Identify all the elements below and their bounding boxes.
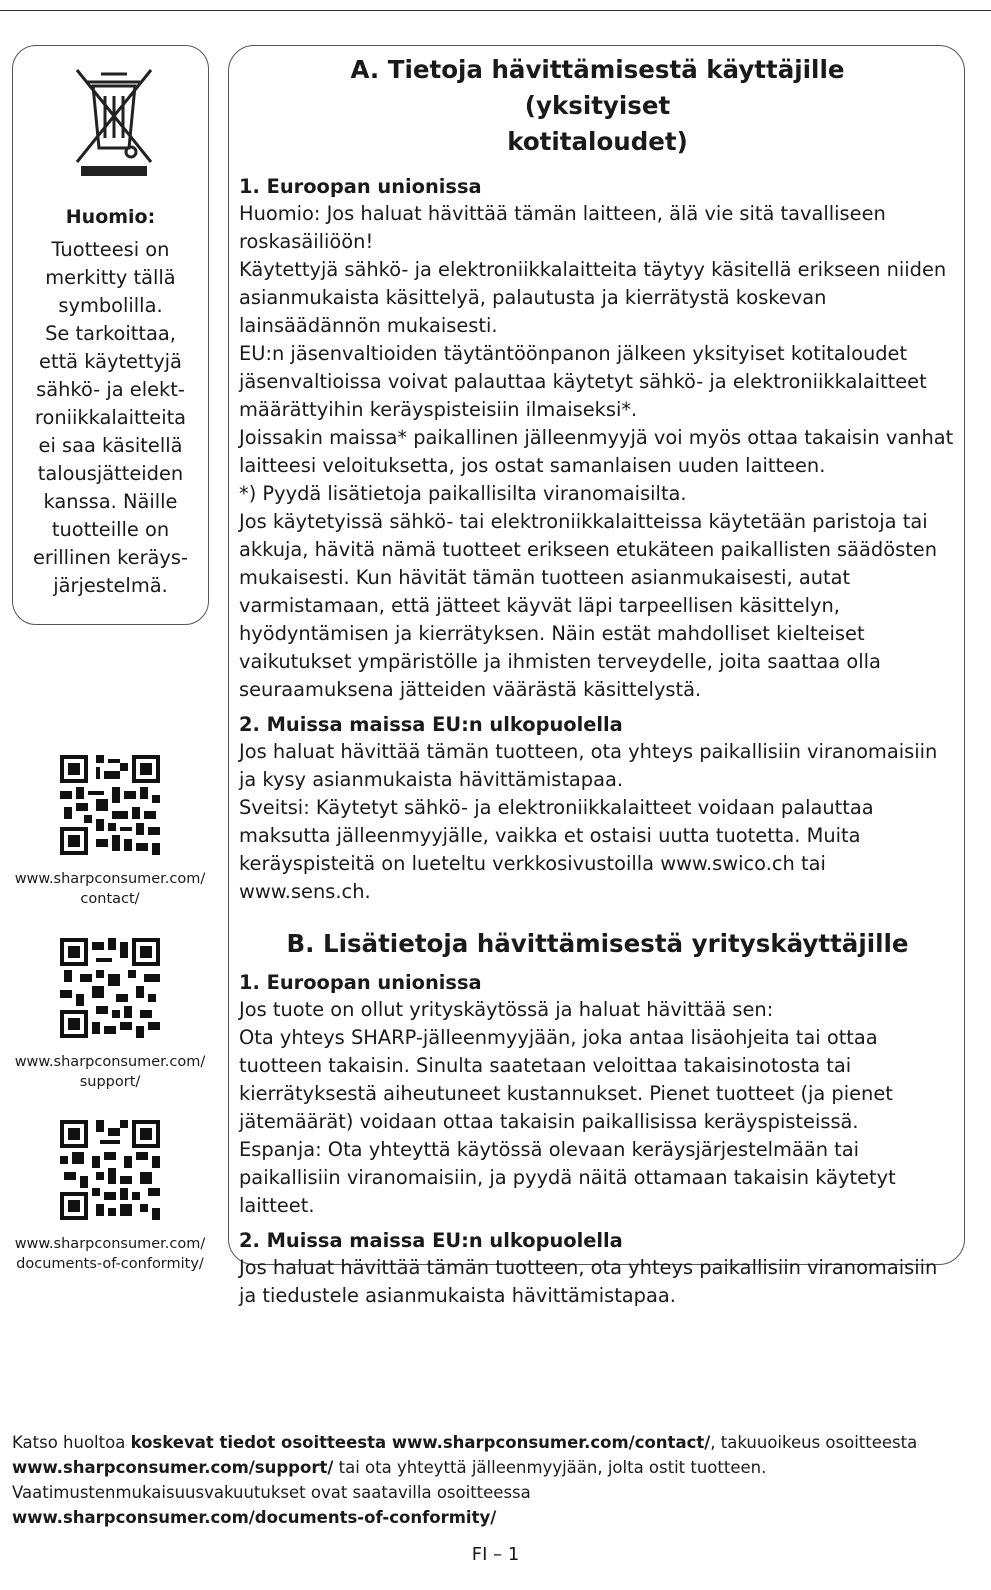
footer-line-1: [12, 1430, 972, 1455]
section-a-p1: Huomio: Jos haluat hävittää tämän laitteen, älä vie sitä tavalliseen roskasäiliöön!: [239, 202, 886, 253]
footer-support-link[interactable]: www.sharpconsumer.com/support/: [12, 1458, 334, 1477]
section-a-title: A. Tietoja hävittämisestä käyttäjille (yksityiset kotitaloudet): [350, 55, 845, 156]
footer-text: Katso huoltoa: [12, 1433, 131, 1452]
footer-contact-link[interactable]: koskevat tiedot osoitteesta www.sharpconsumer.com/contact/: [130, 1433, 711, 1452]
qr-url[interactable]: www.sharpconsumer.com/ support/: [14, 1054, 206, 1090]
qr-code-icon: [60, 938, 160, 1038]
section-a-p5: *) Pyydä lisätietoja paikallisilta viranomaisilta.: [239, 482, 687, 505]
qr-documents-of-conformity: [10, 1120, 210, 1274]
section-b-p1: Jos tuote on ollut yrityskäytössä ja haluat hävittää sen:: [239, 998, 774, 1021]
footer-text: tai ota yhteyttä jälleenmyyjään, jolta ostit tuotteen.: [333, 1458, 767, 1477]
weee-notice-box: [12, 45, 209, 625]
footer-line-3: Vaatimustenmukaisuusvakuutukset ovat saatavilla osoitteessa: [12, 1483, 531, 1502]
section-a-p2: Käytettyjä sähkö- ja elektroniikkalaitteita täytyy käsitellä erikseen niiden asianmukaista käsittelyä, palautusta ja kierrätystä koskevan lainsäädännön mukaisesti.: [239, 258, 947, 337]
footer-line-2: [12, 1455, 972, 1480]
section-a-sub1: 1. Euroopan unionissa: [239, 175, 482, 198]
section-a-p8: Sveitsi: Käytetyt sähkö- ja elektroniikkalaitteet voidaan palauttaa maksutta jälleenmyyjälle, vaikka et ostaisi uutta tuotetta. Muita keräyspisteitä on lueteltu verkkosivustoilla www.swico.ch tai www.sens.ch.: [239, 796, 874, 903]
qr-support: [10, 938, 210, 1092]
footer-conformity-link[interactable]: [12, 1505, 972, 1530]
section-a-p3: EU:n jäsenvaltioiden täytäntöönpanon jälkeen yksityiset kotitaloudet jäsenvaltioissa voivat palauttaa käytetyt sähkö- ja elektroniikkalaitteet määrättyihin keräyspisteisiin ilmaiseksi*.: [239, 342, 927, 421]
section-b-sub2: 2. Muissa maissa EU:n ulkopuolella: [239, 1229, 623, 1252]
section-a-p4: Joissakin maissa* paikallinen jälleenmyyjä voi myös ottaa takaisin vanhat laitteesi veloituksetta, jos ostat samanlaisen uuden laitteen.: [239, 426, 954, 477]
footer-text: , takuuoikeus osoitteesta: [710, 1433, 918, 1452]
crossed-out-wheelie-bin-icon: [73, 66, 155, 176]
top-rule: [0, 10, 991, 11]
qr-url[interactable]: www.sharpconsumer.com/ documents-of-conformity/: [14, 1236, 206, 1272]
qr-contact: [10, 755, 210, 909]
section-b-p2: Ota yhteys SHARP-jälleenmyyjään, joka antaa lisäohjeita tai ottaa tuotteen takaisin. Sinulta saatetaan veloittaa takaisinotosta tai kierrätyksestä aiheutuneet kustannukset. Pienet tuotteet (ja pienet jätemäärät) voidaan ottaa takaisin paikallisissa keräyspisteissä.: [239, 1026, 893, 1133]
section-b-p3: Espanja: Ota yhteyttä käytössä olevaan keräysjärjestelmään tai paikallisiin viranomaisiin, ja pyydä näitä ottamaan takaisin käytetyt laitteet.: [239, 1138, 896, 1217]
section-b-sub1: 1. Euroopan unionissa: [239, 971, 482, 994]
footer-conformity-link-text[interactable]: www.sharpconsumer.com/documents-of-conformity/: [12, 1508, 497, 1527]
qr-code-icon: [60, 1120, 160, 1220]
disposal-info-content: [239, 46, 956, 1310]
qr-code-icon: [60, 755, 160, 855]
page-number: FI – 1: [471, 1544, 520, 1565]
notice-text: Tuotteesi on merkitty tällä symbolilla. Se tarkoittaa, että käytettyjä sähkö- ja elekt- roniikkalaitteita ei saa käsitellä talousjätteiden kanssa. Näille tuotteille on erillinen keräys- järjestelmä.: [32, 238, 189, 597]
section-a-p6: Jos käytetyissä sähkö- tai elektroniikkalaitteissa käytetään paristoja tai akkuja, hävitä nämä tuotteet erikseen etukäteen paikallisten säädösten mukaisesti. Kun hävität tämän tuotteen asianmukaisesti, autat varmistamaan, että jätteet käyvät läpi tarpeellisen käsittelyn, hyödyntämisen ja kierrätyksen. Näin estät mahdolliset kielteiset vaikutukset ympäristölle ja ihmisten terveydelle, joita saattaa olla seuraamuksena jätteiden väärästä käsittelystä.: [239, 510, 938, 701]
notice-title: Huomio:: [65, 206, 156, 228]
disposal-info-box: [228, 45, 965, 1307]
section-a-p7: Jos haluat hävittää tämän tuotteen, ota yhteys paikallisiin viranomaisiin ja kysy asianmukaista hävittämistapaa.: [239, 740, 938, 791]
footer-service-info: [12, 1430, 972, 1530]
section-b-title: B. Lisätietoja hävittämisestä yrityskäyttäjille: [286, 929, 909, 958]
section-a-sub2: 2. Muissa maissa EU:n ulkopuolella: [239, 713, 623, 736]
qr-url[interactable]: www.sharpconsumer.com/ contact/: [14, 871, 206, 907]
section-b-p4: Jos haluat hävittää tämän tuotteen, ota yhteys paikallisiin viranomaisiin ja tiedustele asianmukaista hävittämistapaa.: [239, 1256, 938, 1307]
